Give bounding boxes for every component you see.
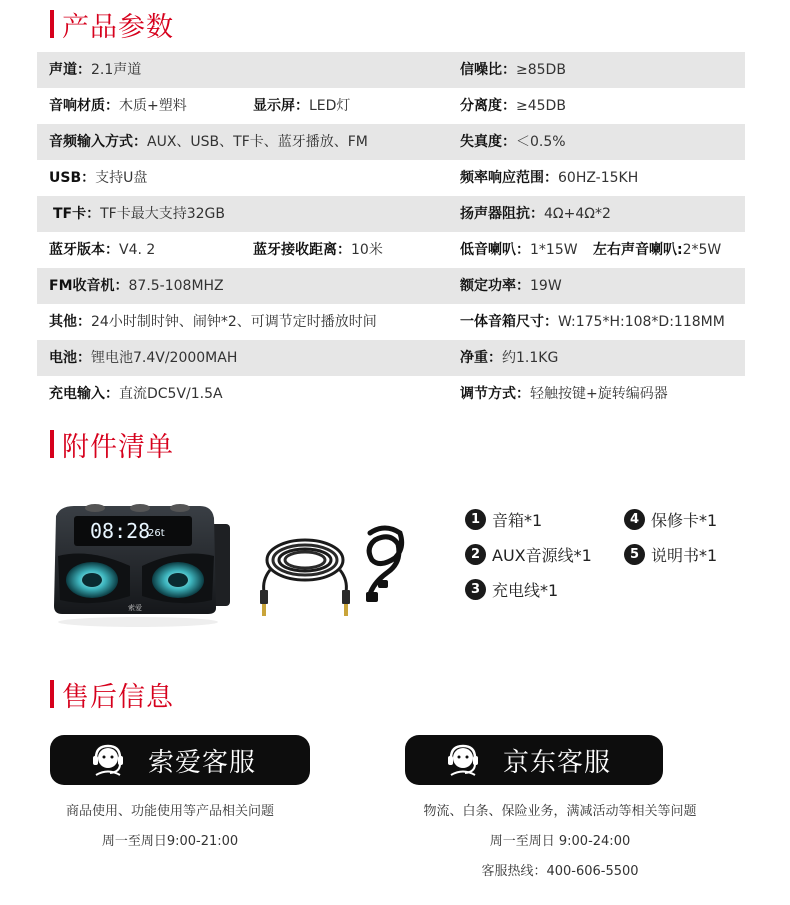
section-title-text: 产品参数 xyxy=(62,11,174,43)
spec-value: 约1.1KG xyxy=(502,350,559,366)
spec-key: USB： xyxy=(49,170,96,186)
spec-value: TF卡最大支持32GB xyxy=(100,206,225,222)
temp-display: 26t xyxy=(148,528,165,539)
spec-cell xyxy=(460,160,638,196)
clock-display: 08:28 xyxy=(90,519,151,543)
spec-key: 分离度： xyxy=(460,98,516,114)
spec-cell xyxy=(49,304,377,340)
headset-icon xyxy=(90,742,126,778)
title-accent-bar xyxy=(50,10,54,38)
spec-key: 显示屏： xyxy=(253,98,309,114)
spec-value: ≥85DB xyxy=(516,62,566,78)
spec-cell xyxy=(460,88,566,124)
spec-row xyxy=(37,88,745,124)
spec-value: 24小时制时钟、闹钟*2、可调节定时播放时间 xyxy=(91,314,377,330)
section-title-params xyxy=(50,8,174,43)
spec-value: 2*5W xyxy=(682,242,722,258)
spec-key: 音频输入方式： xyxy=(49,134,147,150)
spec-row xyxy=(37,340,745,376)
spec-cell xyxy=(460,196,611,232)
spec-value: 10米 xyxy=(351,242,383,258)
speaker-image xyxy=(50,496,232,628)
spec-key: 音响材质： xyxy=(49,98,119,114)
spec-row xyxy=(37,52,745,88)
spec-cell xyxy=(49,160,147,196)
spec-key: 失真度： xyxy=(460,134,516,150)
spec-cell xyxy=(253,88,350,124)
spec-cell xyxy=(460,340,558,376)
spec-cell xyxy=(593,232,721,268)
accessory-number-badge: 5 xyxy=(624,544,645,565)
spec-key: TF卡： xyxy=(53,206,101,222)
spec-value: LED灯 xyxy=(309,98,351,114)
accessories-area xyxy=(50,490,750,640)
section-title-text: 售后信息 xyxy=(62,681,174,713)
spec-key: 扬声器阻抗： xyxy=(460,206,544,222)
spec-key: 其他： xyxy=(49,314,91,330)
spec-cell xyxy=(460,376,668,412)
accessory-label: 充电线*1 xyxy=(492,581,559,600)
spec-cell xyxy=(49,376,223,412)
accessory-number-badge: 3 xyxy=(465,579,486,600)
spec-cell xyxy=(460,232,578,268)
sony-ericsson-service-button[interactable] xyxy=(50,735,310,785)
spec-cell xyxy=(53,196,225,232)
spec-value: 木质+塑料 xyxy=(119,98,187,114)
spec-row xyxy=(37,232,745,268)
spec-value: 87.5-108MHZ xyxy=(128,278,224,294)
spec-value: 4Ω+4Ω*2 xyxy=(544,206,611,222)
spec-key: 充电输入： xyxy=(49,386,119,402)
spec-key: 电池： xyxy=(49,350,91,366)
spec-cell xyxy=(460,52,566,88)
spec-row xyxy=(37,196,745,232)
spec-cell xyxy=(460,124,566,160)
right-service-hotline: 客服热线：400-606-5500 xyxy=(481,864,639,879)
headset-icon xyxy=(445,742,481,778)
spec-key: 调节方式： xyxy=(460,386,530,402)
spec-value: 锂电池7.4V/2000MAH xyxy=(91,350,238,366)
section-title-text: 附件清单 xyxy=(62,431,174,463)
aux-cable-image xyxy=(250,520,360,620)
accessory-label: 说明书*1 xyxy=(651,546,718,565)
service-button-label: 京东客服 xyxy=(503,747,612,778)
spec-row xyxy=(37,268,745,304)
accessory-number-badge: 4 xyxy=(624,509,645,530)
spec-value: 60HZ-15KH xyxy=(558,170,639,186)
brand-mark: 索爱 xyxy=(128,604,142,612)
accessory-label: AUX音源线*1 xyxy=(492,546,592,565)
spec-cell xyxy=(460,268,562,304)
spec-value: 19W xyxy=(530,278,562,294)
spec-key: 额定功率： xyxy=(460,278,530,294)
left-service-hours: 周一至周日9:00-21:00 xyxy=(101,834,239,849)
spec-row xyxy=(37,376,745,412)
spec-value: W:175*H:108*D:118MM xyxy=(558,314,725,330)
service-button-label: 索爱客服 xyxy=(148,747,257,778)
section-title-aftersales xyxy=(50,678,174,713)
spec-key: 声道： xyxy=(49,62,91,78)
spec-value: ≥45DB xyxy=(516,98,566,114)
spec-cell xyxy=(49,340,237,376)
charging-cable-image xyxy=(360,518,410,608)
spec-key: 净重： xyxy=(460,350,502,366)
spec-cell xyxy=(460,304,725,340)
spec-cell xyxy=(49,88,187,124)
accessory-label: 音箱*1 xyxy=(492,511,543,530)
spec-key: 低音喇叭： xyxy=(460,242,530,258)
left-service-desc: 商品使用、功能使用等产品相关问题 xyxy=(65,804,274,819)
spec-cell xyxy=(253,232,383,268)
accessory-item xyxy=(465,543,592,566)
spec-key: 一体音箱尺寸： xyxy=(460,314,558,330)
spec-row xyxy=(37,124,745,160)
spec-value: V4. 2 xyxy=(119,242,156,258)
spec-key: 蓝牙接收距离： xyxy=(253,242,351,258)
right-service-desc: 物流、白条、保险业务，满减活动等相关等问题 xyxy=(423,804,697,819)
right-service-hours: 周一至周日 9:00-24:00 xyxy=(489,834,631,849)
spec-table xyxy=(37,52,745,412)
spec-cell xyxy=(49,268,224,304)
spec-value: ＜0.5% xyxy=(516,134,566,150)
spec-value: 2.1声道 xyxy=(91,62,142,78)
spec-key: FM收音机： xyxy=(49,278,129,294)
spec-value: 1*15W xyxy=(530,242,578,258)
spec-key: 频率响应范围： xyxy=(460,170,558,186)
spec-key: 左右声音喇叭: xyxy=(593,242,683,258)
jd-service-button[interactable] xyxy=(405,735,663,785)
accessory-item xyxy=(465,578,558,601)
spec-value: 直流DC5V/1.5A xyxy=(119,386,223,402)
accessory-number-badge: 1 xyxy=(465,509,486,530)
section-title-accessories xyxy=(50,428,174,463)
accessory-label: 保修卡*1 xyxy=(651,511,718,530)
accessory-number-badge: 2 xyxy=(465,544,486,565)
spec-value: 支持U盘 xyxy=(95,170,148,186)
title-accent-bar xyxy=(50,680,54,708)
spec-cell xyxy=(49,232,155,268)
spec-cell xyxy=(49,124,368,160)
spec-key: 蓝牙版本： xyxy=(49,242,119,258)
accessory-item xyxy=(465,508,542,531)
spec-value: 轻触按键+旋转编码器 xyxy=(530,386,668,402)
spec-key: 信噪比： xyxy=(460,62,516,78)
spec-row xyxy=(37,304,745,340)
spec-row xyxy=(37,160,745,196)
title-accent-bar xyxy=(50,430,54,458)
spec-value: AUX、USB、TF卡、蓝牙播放、FM xyxy=(147,134,368,150)
accessory-item xyxy=(624,543,717,566)
accessory-item xyxy=(624,508,717,531)
spec-cell xyxy=(49,52,141,88)
